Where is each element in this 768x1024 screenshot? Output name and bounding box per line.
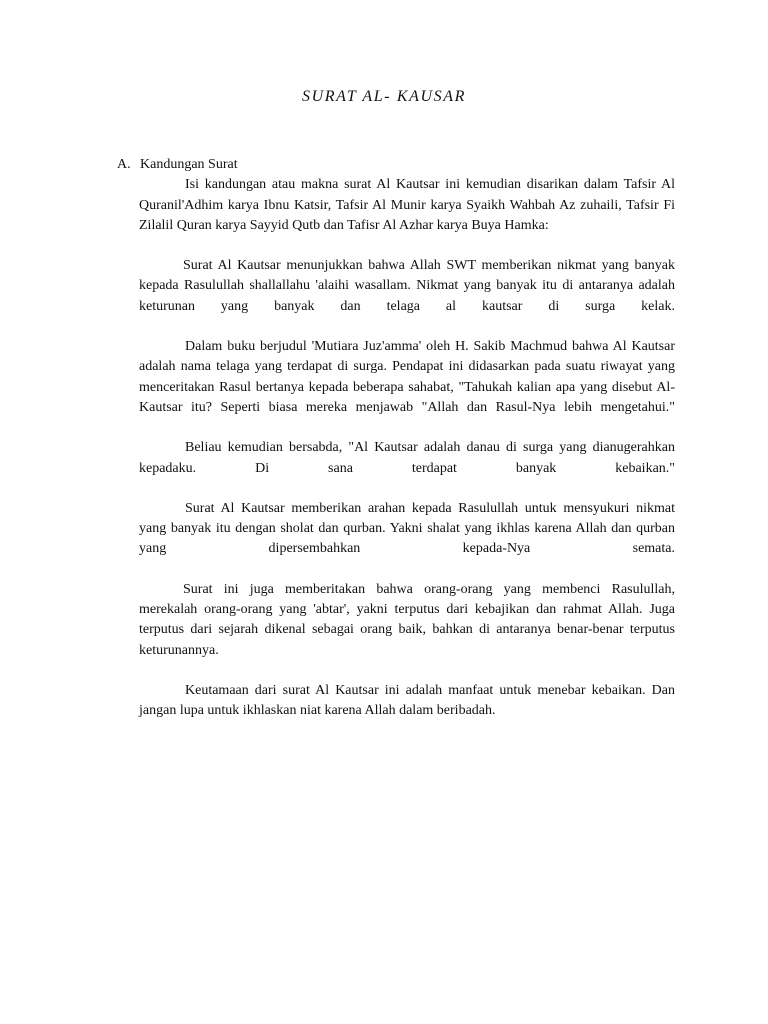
paragraph-7: Keutamaan dari surat Al Kautsar ini adalah manfaat untuk menebar kebaikan. Dan jangan lupa untuk ikhlaskan niat karena Allah dalam beribadah.	[139, 682, 675, 719]
paragraph-5: Surat Al Kautsar memberikan arahan kepada Rasulullah untuk mensyukuri nikmat yang banyak itu dengan sholat dan qurban. Yakni shalat yang ikhlas karena Allah dan qurban yang dipersembahkan kepada-Nya semata.	[139, 500, 675, 557]
paragraph-2: Surat Al Kautsar menunjukkan bahwa Allah SWT memberikan nikmat yang banyak kepada Rasulullah shallallahu 'alaihi wasallam. Nikmat yang banyak itu di antaranya adalah keturunan yang banyak dan telaga al kautsar di surga kelak.	[139, 258, 675, 314]
section-body	[139, 175, 675, 721]
paragraph-gap	[139, 560, 675, 580]
section-letter: A.	[117, 157, 131, 172]
paragraph-gap	[139, 236, 675, 256]
section-heading-text: Kandungan Surat	[140, 157, 238, 172]
section-kandungan-surat	[117, 155, 677, 722]
paragraph-1: Isi kandungan atau makna surat Al Kautsar ini kemudian disarikan dalam Tafsir Al Quranil'Adhim karya Ibnu Katsir, Tafsir Al Munir karya Syaikh Wahbah Az zuhaili, Tafsir Fi Zilalil Quran karya Sayyid Qutb dan Tafisr Al Azhar karya Buya Hamka:	[139, 177, 675, 233]
paragraph-4: Beliau kemudian bersabda, "Al Kautsar adalah danau di surga yang dianugerahkan kepadaku. Di sana terdapat banyak kebaikan."	[139, 440, 675, 476]
page-title: SURAT AL- KAUSAR	[302, 88, 466, 105]
paragraph-6: Surat ini juga memberitakan bahwa orang-orang yang membenci Rasulullah, merekalah orang-orang yang 'abtar', yakni terputus dari kebajikan dan rahmat Allah. Juga terputus dari sejarah dikenal sebagai orang baik, bahkan di antaranya benar-benar terputus keturunannya.	[139, 581, 675, 658]
paragraph-gap	[139, 418, 675, 438]
paragraph-gap	[139, 661, 675, 681]
section-heading	[117, 155, 677, 175]
paragraph-gap	[139, 479, 675, 499]
paragraph-3: Dalam buku berjudul 'Mutiara Juz'amma' oleh H. Sakib Machmud bahwa Al Kautsar adalah nama telaga yang terdapat di surga. Pendapat ini didasarkan pada suatu riwayat yang menceritakan Rasul bertanya kepada beberapa sahabat, "Tahukah kalian apa yang disebut Al-Kautsar itu? Seperti biasa mereka menjawab "Allah dan Rasul-Nya lebih mengetahui."	[139, 339, 675, 415]
paragraph-gap	[139, 317, 675, 337]
